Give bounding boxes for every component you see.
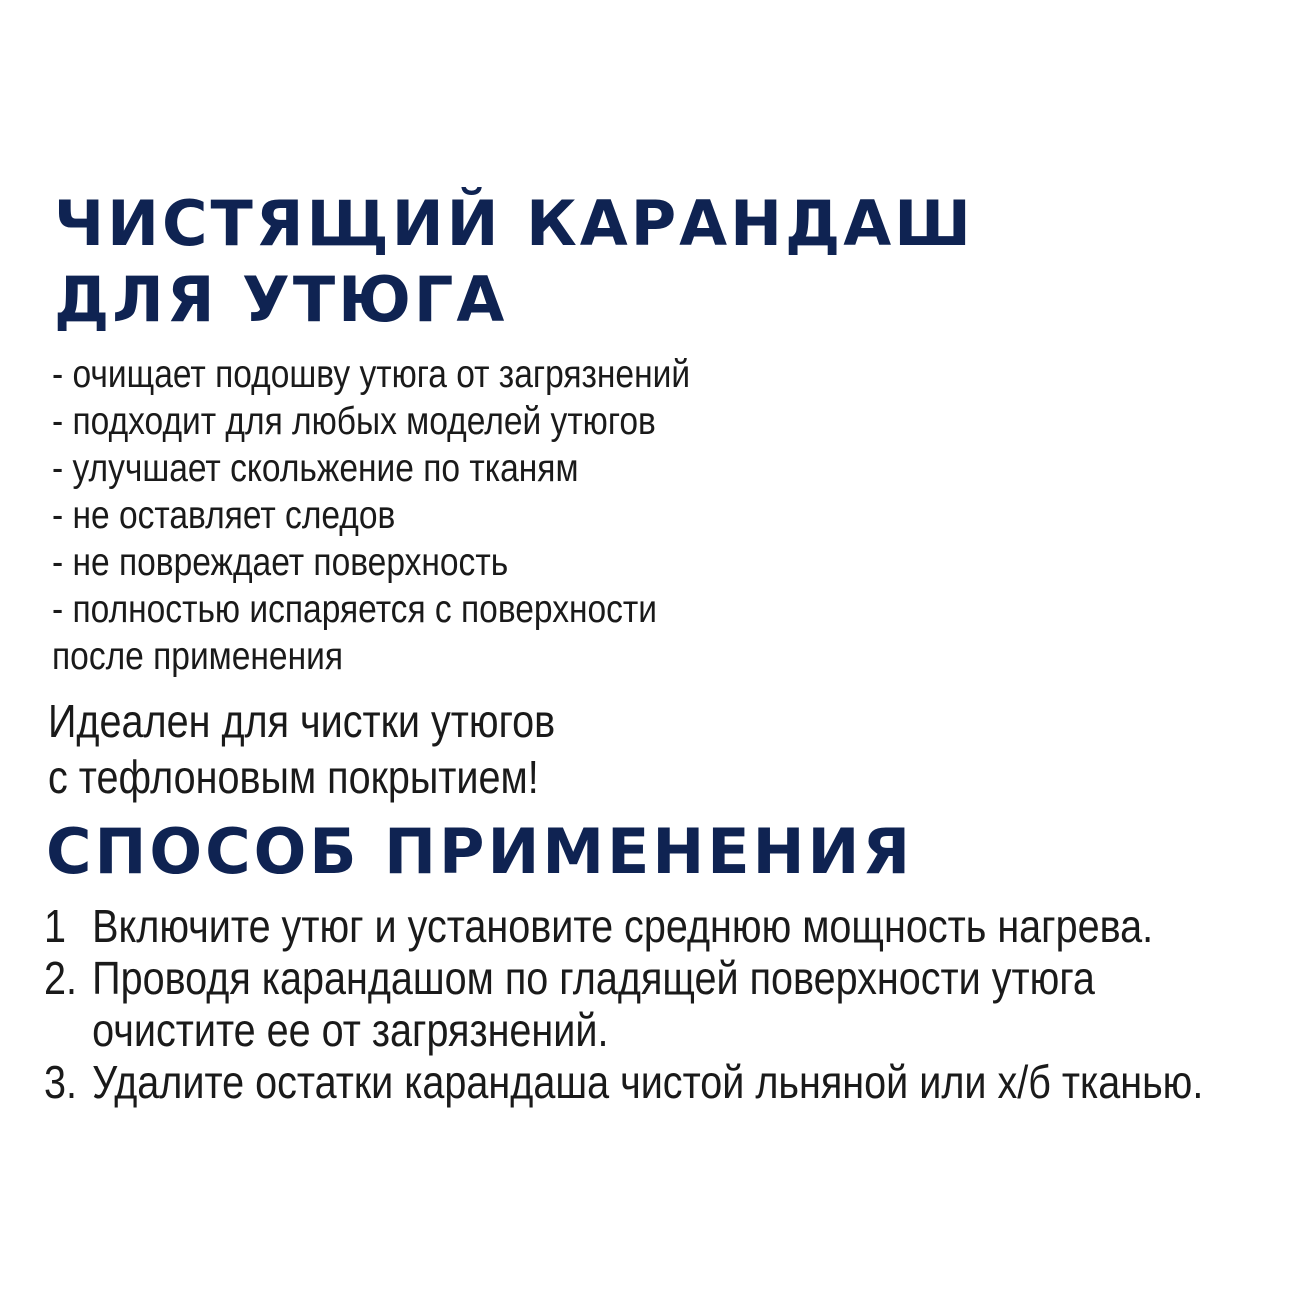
feature-item: - подходит для любых моделей утюгов xyxy=(52,400,656,443)
step-text: Проводя карандашом по гладящей поверхности утюга xyxy=(92,952,1095,1004)
feature-item: - очищает подошву утюга от загрязнений xyxy=(52,353,691,396)
step-item xyxy=(44,952,1203,1056)
feature-item: - не оставляет следов xyxy=(52,494,396,537)
step-item xyxy=(44,900,1203,952)
ideal-note-line-1: Идеален для чистки утюгов xyxy=(48,695,556,747)
method-heading: СПОСОБ ПРИМЕНЕНИЯ xyxy=(46,815,914,888)
ideal-note xyxy=(48,693,555,805)
step-number: 2. xyxy=(44,952,78,1004)
feature-item: - не повреждает поверхность xyxy=(52,541,509,584)
step-number: 1 xyxy=(44,900,67,952)
step-text: Включите утюг и установите среднюю мощность нагрева. xyxy=(92,900,1154,952)
step-text: Удалите остатки карандаша чистой льняной или х/б тканью. xyxy=(92,1056,1204,1108)
feature-item-continuation: после применения xyxy=(52,635,343,678)
title-line-2: ДЛЯ УТЮГА xyxy=(54,263,508,336)
step-item xyxy=(44,1056,1203,1108)
title-line-1: ЧИСТЯЩИЙ КАРАНДАШ xyxy=(54,187,974,260)
feature-item: - полностью испаряется с поверхности xyxy=(52,588,658,631)
step-text-continuation: очистите ее от загрязнений. xyxy=(92,1004,609,1056)
feature-item: - улучшает скольжение по тканям xyxy=(52,447,579,490)
steps-list xyxy=(44,900,1203,1108)
features-list xyxy=(52,351,690,680)
step-number: 3. xyxy=(44,1056,78,1108)
ideal-note-line-2: с тефлоновым покрытием! xyxy=(48,751,539,803)
